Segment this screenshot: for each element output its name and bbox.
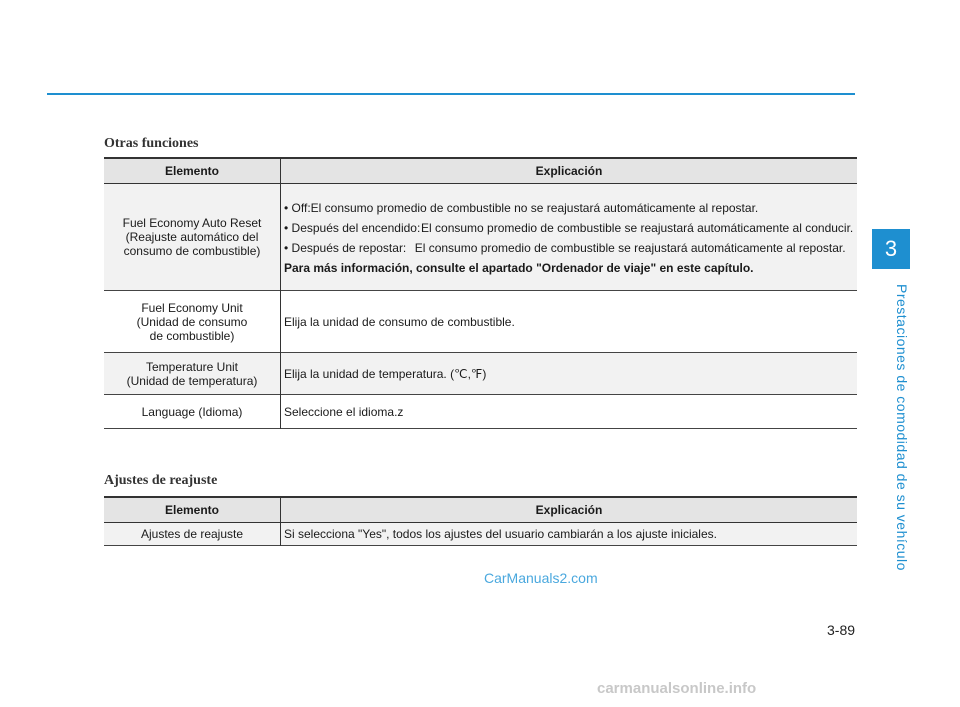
info-note: Para más información, consulte el apartado "Ordenador de viaje" en este capítulo. [284,261,754,275]
chapter-tab: 3 [872,229,910,269]
cell-explanation-language: Seleccione el idioma.z [284,404,404,419]
table-row-auto-reset [104,184,857,291]
item-desc: El consumo promedio de combustible se reajustará automáticamente al repostar. [414,241,846,255]
cell-explanation-temperature: Elija la unidad de temperatura. (℃,℉) [284,366,487,381]
table-header-row [104,158,857,184]
cell-element-language: Language (Idioma) [104,395,281,429]
cell-explanation-auto-reset [281,184,858,291]
element-line: (Reajuste automático del [125,230,259,244]
table-row-unit [104,291,857,353]
table-row-reajuste [104,523,857,546]
item-term: • Después del encendido: [284,221,421,235]
top-rule [47,93,855,95]
item-term: • Después de repostar: [284,241,407,255]
footer-watermark: carmanualsonline.info [597,680,757,697]
chapter-title-text: Prestaciones de comodidad de su vehículo [894,283,910,571]
page-number: 3-89 [827,622,856,638]
section-title-otras-funciones: Otras funciones [104,136,199,151]
element-line: (Unidad de consumo [136,314,248,329]
element-line: Temperature Unit [145,359,239,374]
list-item-encendido [284,221,854,235]
ajustes-reajuste-table [104,496,857,546]
element-line: de combustible) [149,328,235,343]
element-line: Fuel Economy Unit [141,300,243,315]
element-line: (Unidad de temperatura) [126,373,258,388]
item-desc: El consumo promedio de combustible se reajustará automáticamente al conducir. [421,221,854,235]
item-term: • Off: [284,201,311,215]
header-explicacion: Explicación [281,158,858,184]
cell-element-reajuste: Ajustes de reajuste [104,523,281,546]
section-title-ajustes-reajuste: Ajustes de reajuste [104,473,218,488]
otras-funciones-table [104,157,857,429]
table-header-row [104,497,857,523]
list-item-off [284,201,854,215]
cell-element-temperature [104,353,281,395]
item-desc: El consumo promedio de combustible no se reajustará automáticamente al repostar. [310,201,759,215]
table-row-temperature [104,353,857,395]
header-elemento: Elemento [104,497,281,523]
cell-explanation-unit: Elija la unidad de consumo de combustible. [284,314,515,329]
header-explicacion: Explicación [281,497,858,523]
header-elemento: Elemento [104,158,281,184]
element-line: consumo de combustible) [123,244,261,258]
watermark-carmanuals2: CarManuals2.com [484,570,598,586]
chapter-title-vertical [872,282,910,572]
cell-explanation-reajuste: Si selecciona "Yes", todos los ajustes del usuario cambiarán a los ajuste iniciales. [284,527,717,541]
cell-element-unit [104,291,281,353]
cell-element-auto-reset [104,184,281,291]
list-item-repostar [284,241,854,255]
table-row-language [104,395,857,429]
element-line: Fuel Economy Auto Reset [122,216,262,230]
